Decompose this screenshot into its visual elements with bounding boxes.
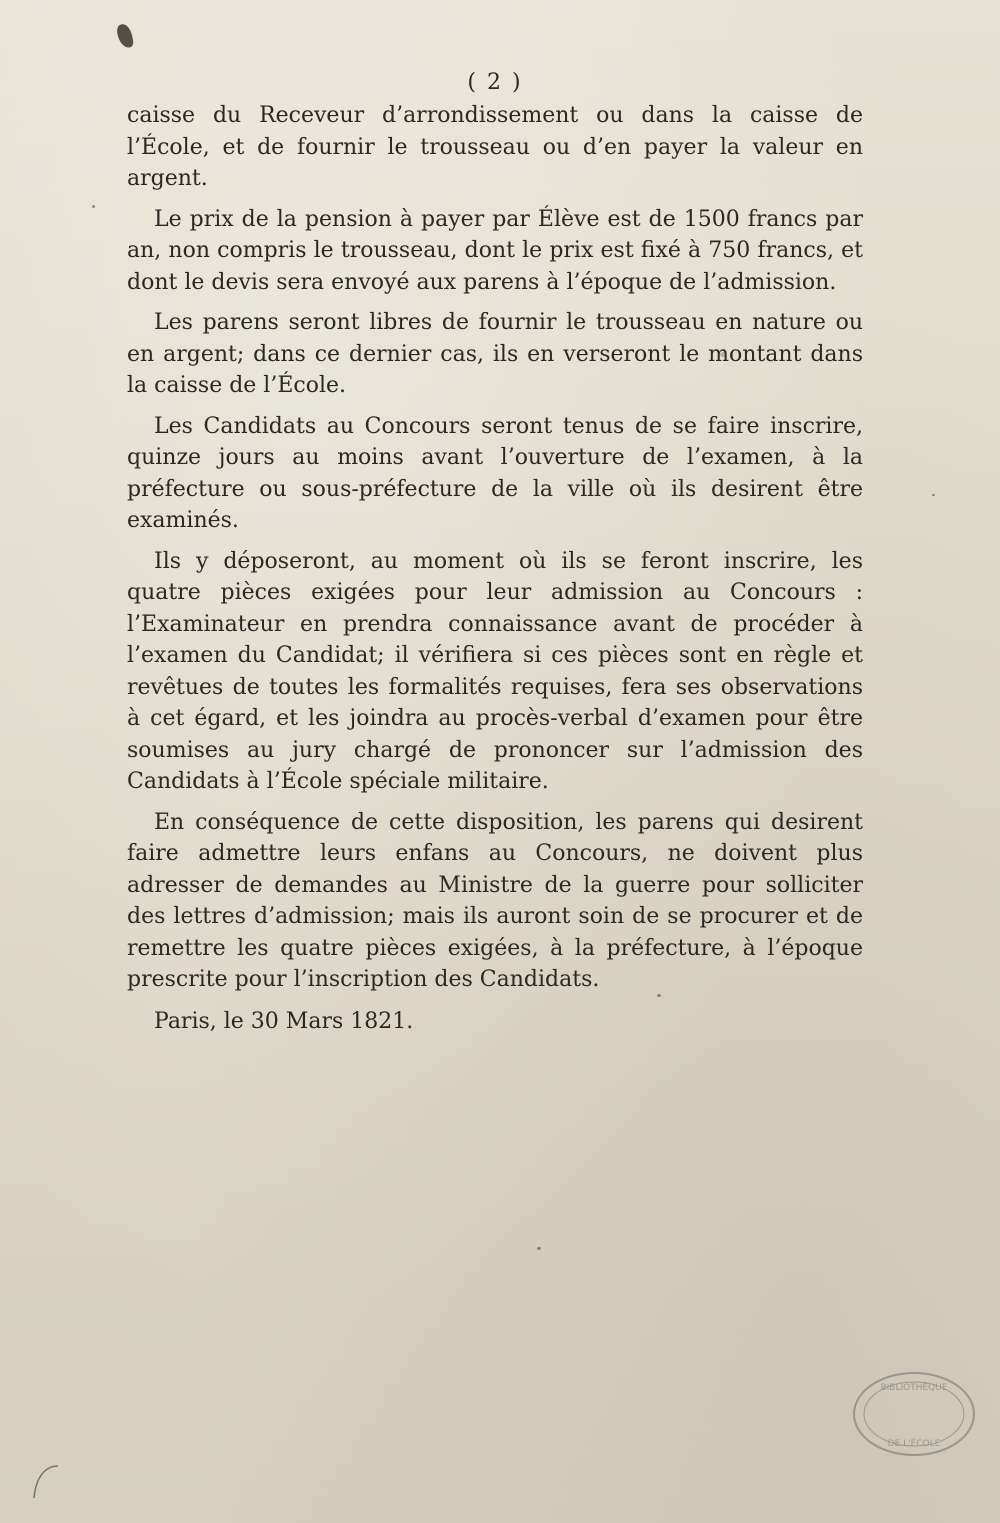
paper-speck [92,205,95,208]
body-text [127,100,863,1046]
library-stamp [850,1368,978,1460]
page-number: ( 2 ) [467,70,523,95]
paper-speck [932,494,935,496]
paper-speck [537,1247,541,1250]
paragraph-4: Les Candidats au Concours seront tenus de se faire inscrire, quinze jours au moins avant l’ouverture de l’examen, à la préfecture ou sous-préfecture de la ville où ils desirent être examinés. [127,413,863,533]
paragraph-1: caisse du Receveur d’arrondissement ou dans la caisse de l’École, et de fournir le trousseau ou d’en payer la valeur en argent. [127,103,863,191]
paragraph-5: Ils y déposeront, au moment où ils se feront inscrire, les quatre pièces exigées pour leur admission au Concours : l’Examinateur en prendra connaissance avant de procéder à l’examen du Candidat; il vérifiera si ces pièces sont en règle et revêtues de toutes les formalités requises, fera ses observations à cet égard, et les joindra au procès-verbal d’examen pour être soumises au jury chargé de prononcer sur l’admission des Candidats à l’École spéciale militaire. [127,548,863,794]
ink-mark [116,23,135,49]
paragraph-3: Les parens seront libres de fournir le trousseau en nature ou en argent; dans ce dernier cas, ils en verseront le montant dans la caisse de l’École. [127,310,863,398]
dateline: Paris, le 30 Mars 1821. [154,1008,414,1034]
paper-speck [720,352,727,357]
paper-speck [657,994,661,997]
pencil-mark [28,1462,64,1502]
paragraph-6: En conséquence de cette disposition, les parens qui desirent faire admettre leurs enfans au Concours, ne doivent plus adresser de demandes au Ministre de la guerre pour solliciter des lettres d’admission; mais ils auront soin de se procurer et de remettre les quatre pièces exigées, à la préfecture, à l’époque prescrite pour l’inscription des Candidats. [127,809,863,992]
paragraph-2: Le prix de la pension à payer par Élève est de 1500 francs par an, non compris le trousseau, dont le prix est fixé à 750 francs, et dont le devis sera envoyé aux parens à l’époque de l’admission. [127,206,863,295]
svg-text:DE L'ÉCOLE: DE L'ÉCOLE [887,1439,941,1449]
svg-text:BIBLIOTHÈQUE: BIBLIOTHÈQUE [880,1383,948,1393]
